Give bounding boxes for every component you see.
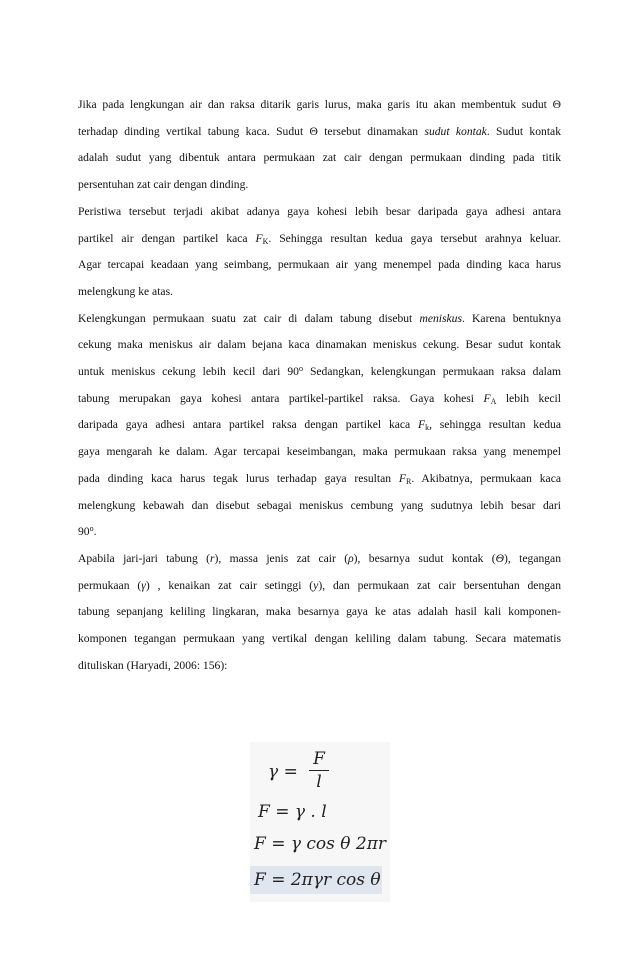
formula-fraction-denominator: l bbox=[316, 772, 322, 792]
text-segment: ), besarnya sudut kontak ( bbox=[353, 551, 496, 565]
text-segment: melengkung kebawah dan disebut sebagai meniskus cembung yang sudutnya lebih besar dari bbox=[78, 498, 561, 512]
paragraph-4-line-3 bbox=[78, 599, 561, 626]
paragraph-2-line-2 bbox=[78, 226, 561, 253]
subscript: k bbox=[425, 423, 430, 433]
text-segment: partikel air dengan partikel kaca bbox=[78, 231, 256, 245]
text-segment: Jika pada lengkungan air dan raksa ditarik garis lurus, maka garis itu akan membentuk sudut Θ bbox=[78, 98, 561, 111]
italic-term: y bbox=[313, 578, 319, 592]
paragraph-2-line-3 bbox=[78, 252, 561, 279]
subscript: A bbox=[490, 396, 497, 406]
paragraph-2-line-1 bbox=[78, 199, 561, 226]
formula-force-final: F = 2πγr cos θ bbox=[250, 866, 382, 894]
formula-force-tension: F = γ . l bbox=[258, 802, 327, 822]
text-segment: 90 bbox=[78, 525, 90, 539]
paragraph-3-line-7 bbox=[78, 466, 561, 493]
paragraph-4-line-5 bbox=[78, 653, 561, 680]
paragraph-2-line-4 bbox=[78, 279, 561, 306]
paragraph-3-line-6 bbox=[78, 439, 561, 466]
text-segment: . Sehingga resultan kedua gaya tersebut arahnya keluar. bbox=[268, 231, 561, 245]
text-segment: persentuhan zat cair dengan dinding. bbox=[78, 178, 249, 192]
text-segment: daripada gaya adhesi antara partikel raksa dengan partikel kaca bbox=[78, 418, 418, 432]
paragraph-1-line-2 bbox=[78, 119, 561, 146]
formula-gamma-fraction bbox=[308, 748, 330, 793]
paragraph-3-line-2 bbox=[78, 332, 561, 359]
italic-term: γ bbox=[141, 578, 146, 592]
italic-term: F bbox=[483, 391, 491, 405]
paragraph-1-line-3 bbox=[78, 145, 561, 172]
body-text bbox=[78, 92, 561, 679]
text-segment: ), massa jenis zat cair ( bbox=[214, 551, 349, 565]
paragraph-1-line-1 bbox=[78, 92, 561, 119]
paragraph-3-line-5 bbox=[78, 412, 561, 439]
text-segment: pada dinding kaca harus tegak lurus terhadap gaya resultan bbox=[78, 471, 399, 485]
paragraph-4-line-2 bbox=[78, 573, 561, 600]
italic-term: meniskus bbox=[419, 311, 462, 325]
text-segment: adalah sudut yang dibentuk antara permukaan zat cair dengan permukaan dinding pada titik bbox=[78, 151, 561, 165]
paragraph-3-line-9 bbox=[78, 519, 561, 546]
text-segment: untuk meniskus cekung lebih kecil dari 90 bbox=[78, 365, 299, 379]
formula-fraction-numerator: F bbox=[313, 749, 325, 769]
italic-term: F bbox=[398, 471, 406, 485]
text-segment: dituliskan (Haryadi, 2006: 156): bbox=[78, 658, 228, 672]
paragraph-4-line-4 bbox=[78, 626, 561, 653]
text-segment: ), dan permukaan zat cair bersentuhan dengan bbox=[318, 578, 561, 592]
italic-term: sudut kontak bbox=[424, 124, 487, 138]
paragraph-3-line-8 bbox=[78, 493, 561, 520]
text-segment: terhadap dinding vertikal tabung kaca. Sudut Θ tersebut dinamakan bbox=[78, 124, 425, 138]
text-segment: melengkung ke atas. bbox=[78, 284, 173, 298]
text-segment: gaya mengarah ke dalam. Agar tercapai keseimbangan, maka permukaan raksa yang menempel bbox=[78, 445, 561, 459]
text-segment: . Karena bentuknya bbox=[461, 311, 561, 325]
text-segment: ), tegangan bbox=[504, 551, 562, 565]
paragraph-3-line-3 bbox=[78, 359, 561, 386]
text-segment: . Sudut kontak bbox=[486, 124, 561, 138]
paragraph-4-line-1 bbox=[78, 546, 561, 573]
paragraph-1-line-4 bbox=[78, 172, 561, 199]
text-segment: tabung sepanjang keliling lingkaran, maka besarnya gaya ke atas adalah hasil kali komponen- bbox=[78, 605, 561, 619]
italic-term: F bbox=[255, 231, 263, 245]
text-segment: Apabila jari-jari tabung ( bbox=[78, 551, 210, 565]
italic-term: F bbox=[417, 418, 426, 432]
formula-force-cos: F = γ cos θ 2πr bbox=[254, 834, 387, 854]
text-segment: permukaan ( bbox=[78, 578, 142, 592]
text-segment: . Akibatnya, permukaan kaca bbox=[411, 471, 561, 485]
text-segment: Sedangkan, kelengkungan permukaan raksa dalam bbox=[302, 365, 561, 379]
formula-gamma-lhs: γ = bbox=[268, 762, 298, 782]
text-segment: ) , kenaikan zat cair setinggi ( bbox=[145, 578, 314, 592]
text-segment: Agar tercapai keadaan yang seimbang, permukaan air yang menempel pada dinding kaca harus bbox=[78, 258, 561, 272]
formula-image bbox=[250, 742, 390, 902]
superscript: o bbox=[298, 364, 303, 374]
text-segment: , sehingga resultan kedua bbox=[429, 418, 561, 432]
text-segment: lebih kecil bbox=[496, 391, 561, 405]
italic-term: r bbox=[209, 551, 215, 565]
paragraph-3-line-1 bbox=[78, 306, 561, 333]
subscript: K bbox=[262, 236, 269, 246]
text-segment: Peristiwa tersebut terjadi akibat adanya gaya kohesi lebih besar daripada gaya adhesi antara bbox=[78, 204, 561, 218]
superscript: o bbox=[89, 524, 94, 534]
paragraph-3-line-4 bbox=[78, 386, 561, 413]
text-segment: tabung merupakan gaya kohesi antara partikel-partikel raksa. Gaya kohesi bbox=[78, 391, 484, 405]
text-segment: cekung maka meniskus air dalam bejana kaca dinamakan meniskus cekung. Besar sudut kontak bbox=[78, 338, 561, 352]
text-segment: komponen tegangan permukaan yang vertikal dengan keliling dalam tabung. Secara matematis bbox=[78, 632, 561, 646]
text-segment: Kelengkungan permukaan suatu zat cair di dalam tabung disebut bbox=[78, 311, 420, 325]
text-segment: . bbox=[93, 525, 97, 539]
italic-term: Θ bbox=[495, 551, 505, 565]
subscript: R bbox=[405, 476, 412, 486]
italic-term: ρ bbox=[348, 551, 354, 565]
